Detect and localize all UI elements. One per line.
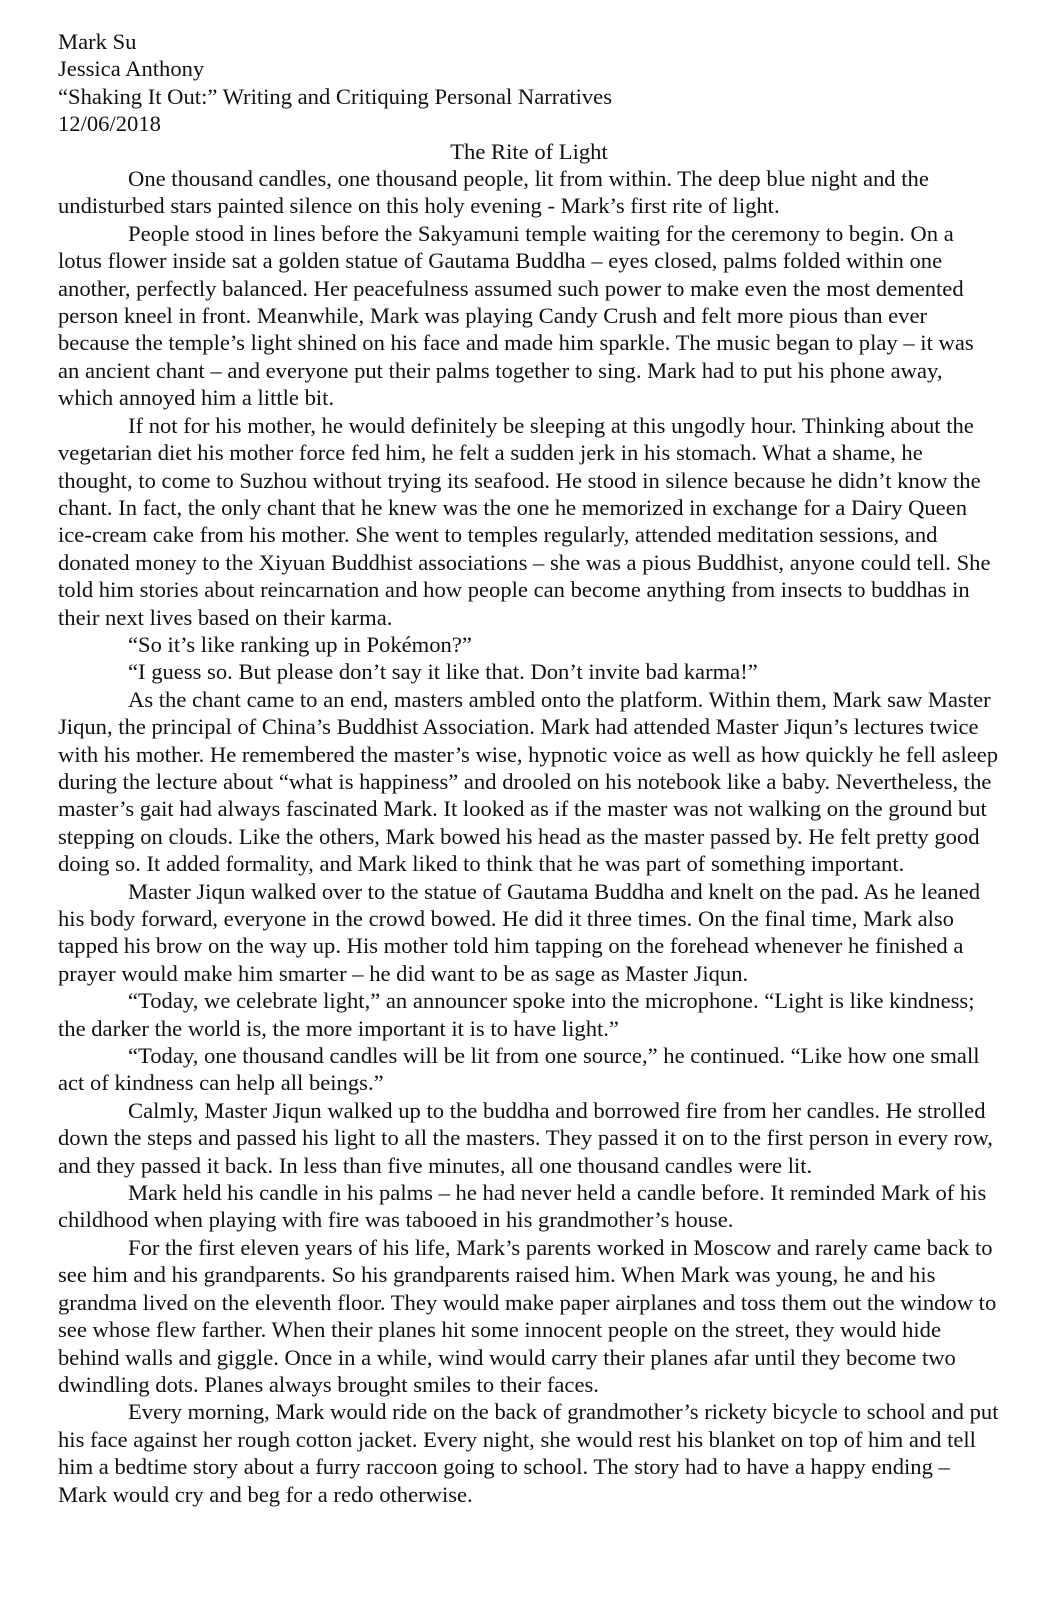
dialogue-line: “Today, one thousand candles will be lit from one source,” he continued. “Like how one small act of kindness can help all beings.” xyxy=(58,1043,980,1096)
course-name: “Shaking It Out:” Writing and Critiquing Personal Narratives xyxy=(58,83,612,109)
paragraph: If not for his mother, he would definitely be sleeping at this ungodly hour. Thinking about the vegetarian diet his mother force fed him, he felt a sudden jerk in his stomach. What a shame, he thought, to come to Suzhou without trying its seafood. He stood in silence because he didn’t know the chant. In fact, the only chant that he knew was the one he memorized in exchange for a Dairy Queen ice-cream cake from his mother. She went to temples regularly, attended meditation sessions, and donated money to the Xiyuan Buddhist associations – she was a pious Buddhist, anyone could tell. She told him stories about reincarnation and how people can become anything from insects to buddhas in their next lives based on their karma. xyxy=(58,412,991,630)
paragraph: Mark held his candle in his palms – he had never held a candle before. It reminded Mark of his childhood when playing with fire was tabooed in his grandmother’s house. xyxy=(58,1180,987,1233)
paragraph: Master Jiqun walked over to the statue of Gautama Buddha and knelt on the pad. As he leaned his body forward, everyone in the crowd bowed. He did it three times. On the final time, Mark also tapped his brow on the way up. His mother told him tapping on the forehead whenever he finished a prayer would make him smarter – he did want to be as sage as Master Jiqun. xyxy=(58,878,981,986)
paragraph: As the chant came to an end, masters ambled onto the platform. Within them, Mark saw Master Jiqun, the principal of China’s Buddhist Association. Mark had attended Master Jiqun’s lectures twice with his mother. He remembered the master’s wise, hypnotic voice as well as how quickly he fell asleep during the lecture about “what is happiness” and drooled on his notebook like a baby. Nevertheless, the master’s gait had always fascinated Mark. It looked as if the master was not walking on the ground but stepping on clouds. Like the others, Mark bowed his head as the master passed by. He felt pretty good doing so. It added formality, and Mark liked to think that he was part of something important. xyxy=(58,686,999,877)
dialogue-line: “So it’s like ranking up in Pokémon?” xyxy=(128,631,472,657)
paragraph: Calmly, Master Jiqun walked up to the buddha and borrowed fire from her candles. He strolled down the steps and passed his light to all the masters. They passed it on to the first person in every row, and they passed it back. In less than five minutes, all one thousand candles were lit. xyxy=(58,1097,993,1178)
document-page xyxy=(58,28,1000,1508)
document-title: The Rite of Light xyxy=(450,138,608,164)
instructor-name: Jessica Anthony xyxy=(58,56,205,82)
paragraph: For the first eleven years of his life, Mark’s parents worked in Moscow and rarely came back to see him and his grandparents. So his grandparents raised him. When Mark was young, he and his grandma lived on the eleventh floor. They would make paper airplanes and toss them out the window to see whose flew farther. When their planes hit some innocent people on the street, they would hide behind walls and giggle. Once in a while, wind would carry their planes afar until they become two dwindling dots. Planes always brought smiles to their faces. xyxy=(58,1234,997,1397)
dialogue-line: “Today, we celebrate light,” an announcer spoke into the microphone. “Light is like kindness; the darker the world is, the more important it is to have light.” xyxy=(58,988,975,1041)
paragraph: Every morning, Mark would ride on the back of grandmother’s rickety bicycle to school and put his face against her rough cotton jacket. Every night, she would rest his blanket on top of him and tell him a bedtime story about a furry raccoon going to school. The story had to have a happy ending – Mark would cry and beg for a redo otherwise. xyxy=(58,1399,999,1507)
paragraph: One thousand candles, one thousand people, lit from within. The deep blue night and the undisturbed stars painted silence on this holy evening - Mark’s first rite of light. xyxy=(58,166,929,219)
document-date: 12/06/2018 xyxy=(58,111,161,137)
dialogue-line: “I guess so. But please don’t say it like that. Don’t invite bad karma!” xyxy=(128,659,758,685)
author-name: Mark Su xyxy=(58,29,137,54)
paragraph: People stood in lines before the Sakyamuni temple waiting for the ceremony to begin. On a lotus flower inside sat a golden statue of Gautama Buddha – eyes closed, palms folded within one another, perfectly balanced. Her peacefulness assumed such power to make even the most demented person kneel in front. Meanwhile, Mark was playing Candy Crush and felt more pious than ever because the temple’s light shined on his face and made him sparkle. The music began to play – it was an ancient chant – and everyone put their palms together to sing. Mark had to put his phone away, which annoyed him a little bit. xyxy=(58,220,974,411)
